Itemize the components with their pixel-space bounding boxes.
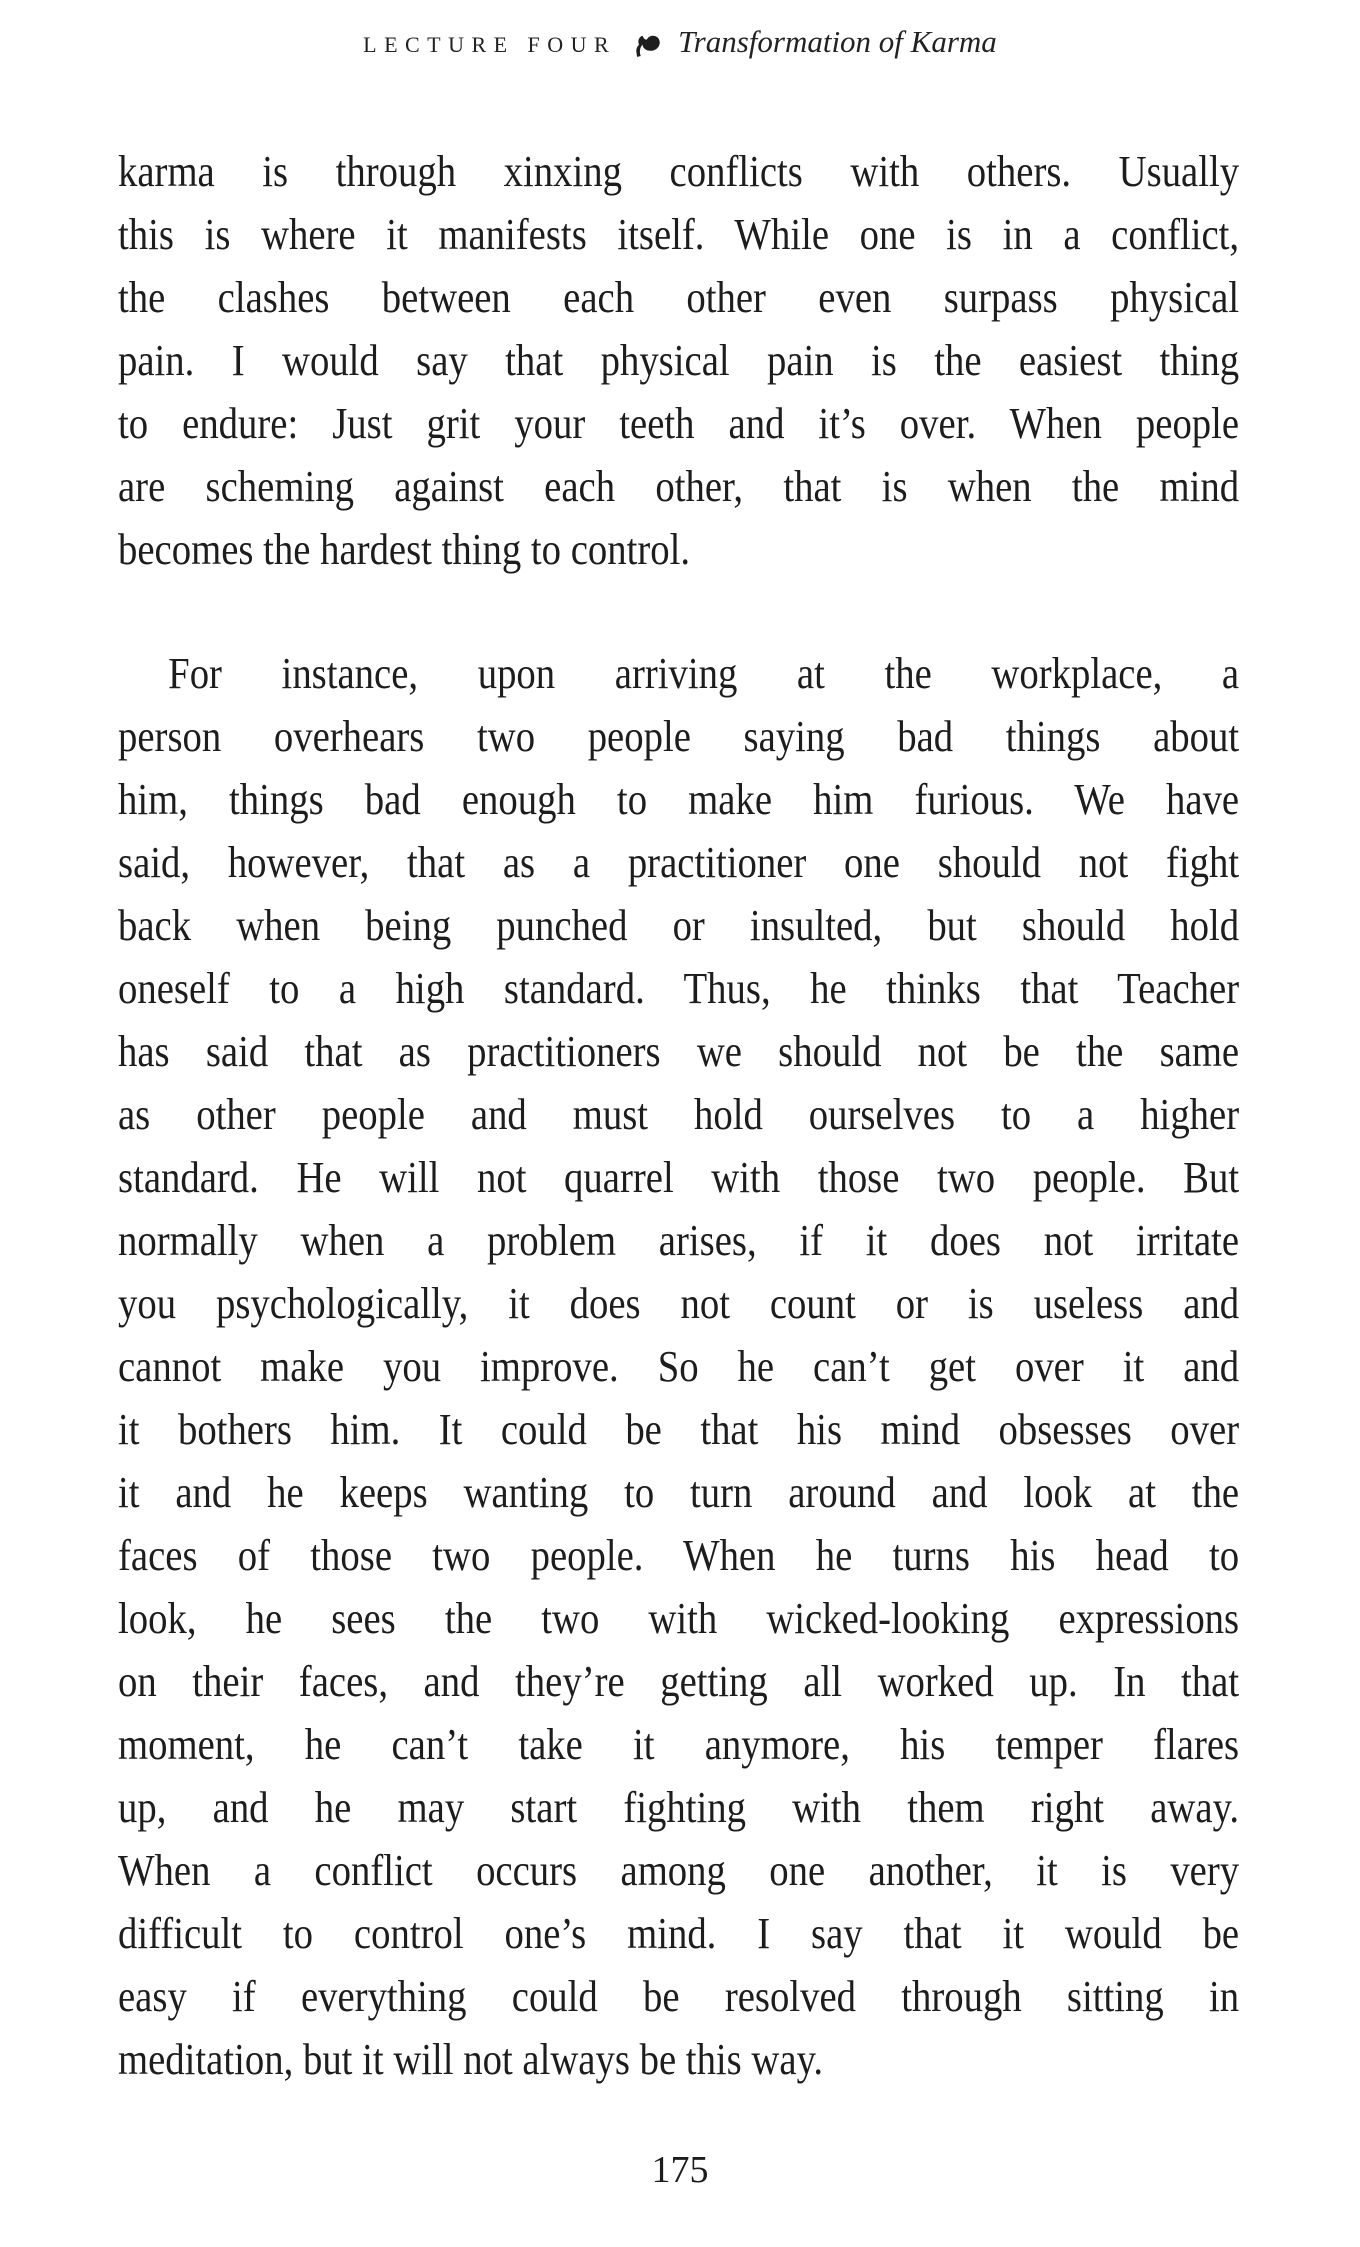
text-line: the clashes between each other even surpass physical [118,273,1240,322]
text-line: up, and he may start fighting with them right away. [118,1783,1240,1832]
lecture-label: LECTURE FOUR [363,32,617,57]
text-line: said, however, that as a practitioner one should not fight [118,838,1240,887]
text-line: cannot make you improve. So he can’t get over it and [118,1342,1240,1391]
text-line: normally when a problem arises, if it does not irritate [118,1216,1240,1265]
text-line: karma is through xinxing conflicts with others. Usually [118,147,1240,196]
text-line: easy if everything could be resolved through sitting in [118,1972,1240,2021]
text-line: pain. I would say that physical pain is the easiest thing [118,336,1240,385]
text-line: it and he keeps wanting to turn around and look at the [118,1468,1240,1517]
text-line: to endure: Just grit your teeth and it’s over. When people [118,399,1240,448]
text-line: as other people and must hold ourselves to a higher [118,1090,1240,1139]
text-line: meditation, but it will not always be this way. [118,2035,824,2084]
text-line: back when being punched or insulted, but should hold [118,901,1240,950]
text-line: person overhears two people saying bad things about [118,712,1240,761]
running-header [0,24,1360,60]
text-line: difficult to control one’s mind. I say that it would be [118,1909,1240,1958]
text-line: moment, he can’t take it anymore, his temper flares [118,1720,1240,1769]
chapter-title: Transformation of Karma [678,24,997,59]
text-line: standard. He will not quarrel with those two people. But [118,1153,1240,1202]
aldus-leaf-icon [632,32,662,59]
paragraph [118,140,1239,581]
text-line: him, things bad enough to make him furious. We have [118,775,1240,824]
text-line: For instance, upon arriving at the workplace, a [168,649,1240,698]
body-text [118,140,1239,2091]
text-line: When a conflict occurs among one another, it is very [118,1846,1240,1895]
text-line: faces of those two people. When he turns his head to [118,1531,1240,1580]
text-line: you psychologically, it does not count or is useless and [118,1279,1240,1328]
text-line: becomes the hardest thing to control. [118,525,691,574]
text-line: look, he sees the two with wicked-looking expressions [118,1594,1240,1643]
text-line: on their faces, and they’re getting all worked up. In that [118,1657,1240,1706]
text-line: oneself to a high standard. Thus, he thinks that Teacher [118,964,1240,1013]
text-line: it bothers him. It could be that his mind obsesses over [118,1405,1240,1454]
text-line: are scheming against each other, that is when the mind [118,462,1240,511]
paragraph [118,642,1239,2091]
text-line: this is where it manifests itself. While one is in a conflict, [118,210,1240,259]
page-number: 175 [651,2149,709,2191]
text-line: has said that as practitioners we should not be the same [118,1027,1240,1076]
